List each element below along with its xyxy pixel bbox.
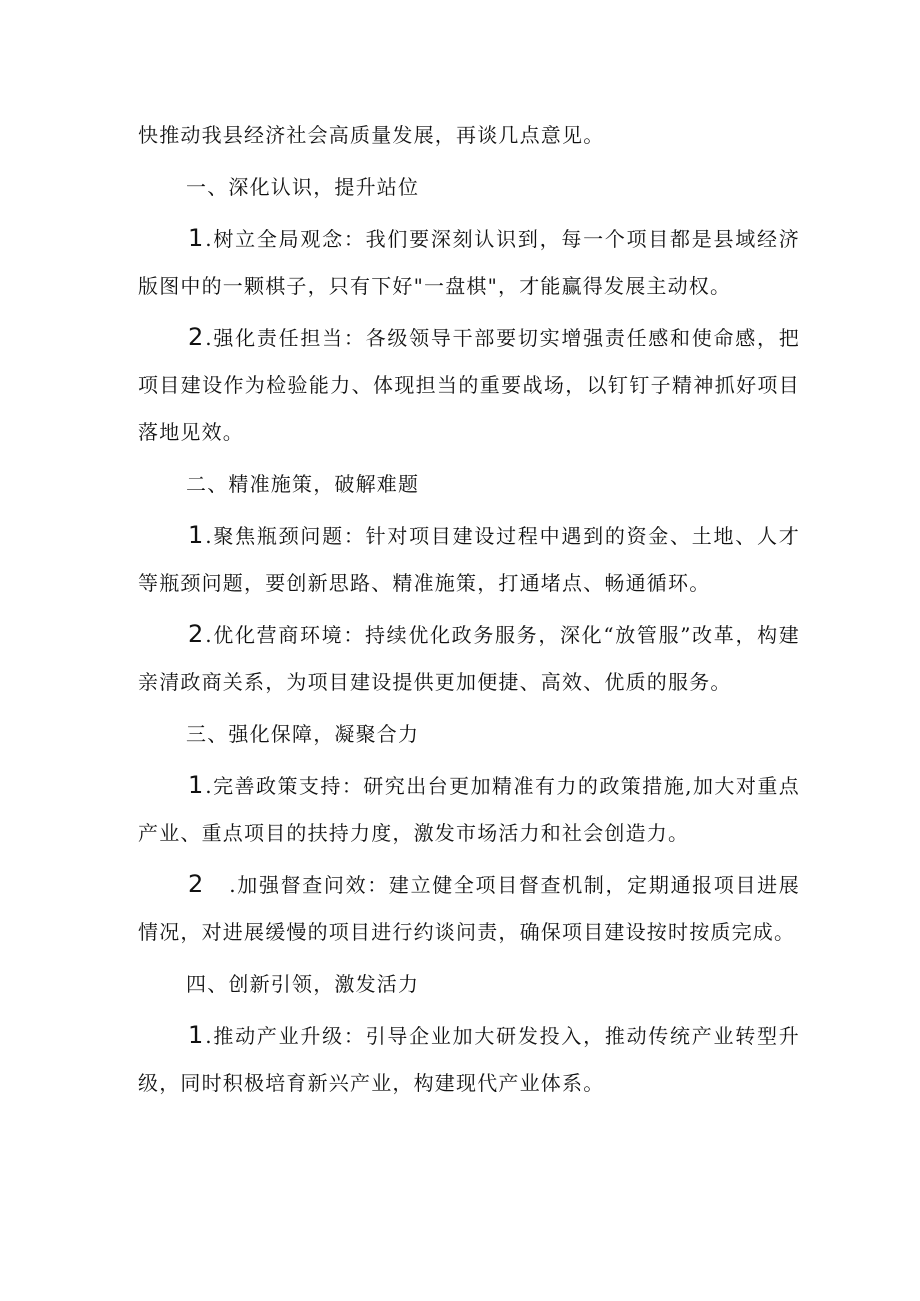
item-text: .推动产业升级：引导企业加大研发投入，推动传统产业转型升级，同时积极培育新兴产业，构建现代产业体系。 — [138, 1024, 800, 1095]
item-text: .加强督查问效：建立健全项目督查机制，定期通报项目进展情况，对进展缓慢的项目进行约谈问责，确保项目建设按时按质完成。 — [138, 873, 800, 944]
item-number: 1 — [188, 224, 206, 252]
item-number: 2 — [188, 870, 230, 898]
item-text: .强化责任担当：各级领导干部要切实增强责任感和使命感，把项目建设作为检验能力、体现担当的重要战场，以钉钉子精神抓好项目落地见效。 — [138, 326, 800, 444]
section-1-item-2 — [138, 314, 800, 456]
item-text: .聚焦瓶颈问题：针对项目建设过程中遇到的资金、土地、人才等瓶颈问题，要创新思路、精准施策，打通堵点、畅通循环。 — [138, 524, 800, 595]
item-number: 2 — [188, 323, 206, 351]
section-2-item-1 — [138, 512, 800, 607]
document-body — [138, 112, 800, 1107]
section-heading-2: 二、精准施策，破解难题 — [186, 472, 420, 496]
item-number: 1 — [188, 771, 206, 799]
section-heading-1: 一、深化认识，提升站位 — [186, 175, 420, 199]
section-heading-4: 四、创新引领，激发活力 — [186, 972, 420, 996]
item-text: .树立全局观念：我们要深刻认识到，每一个项目都是县域经济版图中的一颗棋子，只有下好"一盘棋"，才能赢得发展主动权。 — [138, 227, 800, 298]
section-3-item-1 — [138, 762, 800, 857]
item-text: .完善政策支持：研究出台更加精准有力的政策措施,加大对重点产业、重点项目的扶持力度，激发市场活力和社会创造力。 — [138, 774, 800, 845]
section-heading-3: 三、强化保障，凝聚合力 — [186, 722, 420, 746]
section-2-item-2 — [138, 611, 800, 706]
section-3-item-2 — [138, 861, 800, 956]
item-text: .优化营商环境：持续优化政务服务，深化“放管服”改革，构建亲清政商关系，为项目建设提供更加便捷、高效、优质的服务。 — [138, 623, 800, 694]
item-number: 2 — [188, 620, 206, 648]
section-1-item-1 — [138, 215, 800, 310]
item-number: 1 — [188, 1021, 206, 1049]
intro-paragraph: 快推动我县经济社会高质量发展，再谈几点意见。 — [138, 123, 605, 147]
item-number: 1 — [188, 521, 206, 549]
section-4-item-1 — [138, 1012, 800, 1107]
